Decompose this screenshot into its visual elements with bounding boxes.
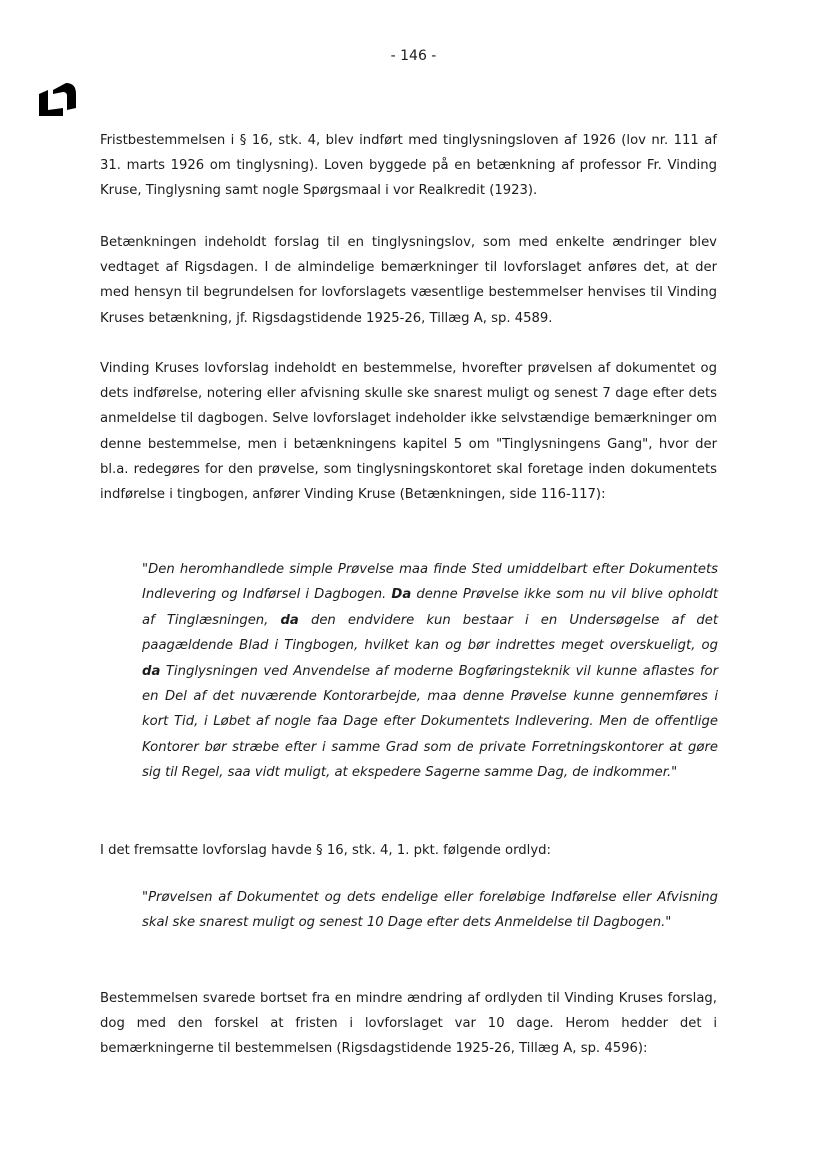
paragraph-5: Bestemmelsen svarede bortset fra en mindre ændring af ordlyden til Vinding Kruses forslag, dog med den forskel at fristen i lovforslaget var 10 dage. Herom hedder det i bemærkningerne til bestemmelsen (Rigsdagstidende 1925-26, Tillæg A, sp. 4596): bbox=[100, 991, 717, 1057]
quote-text: den endvidere kun bestaar i en Undersøgelse af det paagældende Blad i Tingbogen, hvilket kan og bør indrettes meget overskueligt, og bbox=[142, 612, 718, 654]
paragraph-4: I det fremsatte lovforslag havde § 16, stk. 4, 1. pkt. følgende ordlyd: bbox=[100, 843, 551, 858]
publisher-logo-icon bbox=[36, 80, 78, 122]
quote-bold-word: da bbox=[280, 612, 299, 628]
quote-text: "Den heromhandlede simple Prøvelse maa finde Sted umiddelbart efter Dokumentets Indlevering og Indførsel i Dagbogen. bbox=[142, 562, 718, 603]
quote-text: Tinglysningen ved Anvendelse af moderne Bogføringsteknik vil kunne aflastes for en Del af det nuværende Kontorarbejde, maa denne Prøvelse kunne gennemføres i kort Tid, i Løbet af nogle faa Dage efter Dokumentets Indlevering. Men de offentlige Kontorer bør stræbe efter i samme Grad som de private Forretningskontorer at gøre sig til Regel, saa vidt muligt, at ekspedere Sagerne samme Dag, de indkommer." bbox=[142, 663, 718, 781]
quote-bold-word: da bbox=[142, 663, 161, 679]
quote-block-1 bbox=[142, 557, 718, 786]
paragraph-2: Betænkningen indeholdt forslag til en tinglysningslov, som med enkelte ændringer blev vedtaget af Rigsdagen. I de almindelige bemærkninger til lovforslaget anføres det, at der med hensyn til begrundelsen for lovforslagets væsentlige bestemmelser henvises til Vinding Kruses betænkning, jf. Rigsdagstidende 1925-26, Tillæg A, sp. 4589. bbox=[100, 235, 717, 326]
quote-bold-word: Da bbox=[391, 587, 412, 603]
quote-block-2: "Prøvelsen af Dokumentet og dets endelige eller foreløbige Indførelse eller Afvisning skal ske snarest muligt og senest 10 Dage efter dets Anmeldelse til Dagbogen." bbox=[142, 890, 718, 931]
quote-text: denne Prøvelse ikke som nu vil blive opholdt af Tinglæsningen, bbox=[142, 587, 719, 628]
paragraph-3: Vinding Kruses lovforslag indeholdt en bestemmelse, hvorefter prøvelsen af dokumentet og dets indførelse, notering eller afvisning skulle ske snarest muligt og senest 7 dage efter dets anmeldelse til dagbogen. Selve lovforslaget indeholder ikke selvstændige bemærkninger om denne bestemmelse, men i betænkningens kapitel 5 om "Tinglysningens Gang", hvor der bl.a. redegøres for den prøvelse, som tinglysningskontoret skal foretage inden dokumentets indførelse i tingbogen, anfører Vinding Kruse (Betænkningen, side 116-117): bbox=[100, 361, 717, 503]
paragraph-1: Fristbestemmelsen i § 16, stk. 4, blev indført med tinglysningsloven af 1926 (lov nr. 111 af 31. marts 1926 om tinglysning). Loven byggede på en betænkning af professor Fr. Vinding Kruse, Tinglysning samt nogle Spørgsmaal i vor Realkredit (1923). bbox=[100, 133, 717, 199]
page-number: - 146 - bbox=[390, 48, 437, 64]
